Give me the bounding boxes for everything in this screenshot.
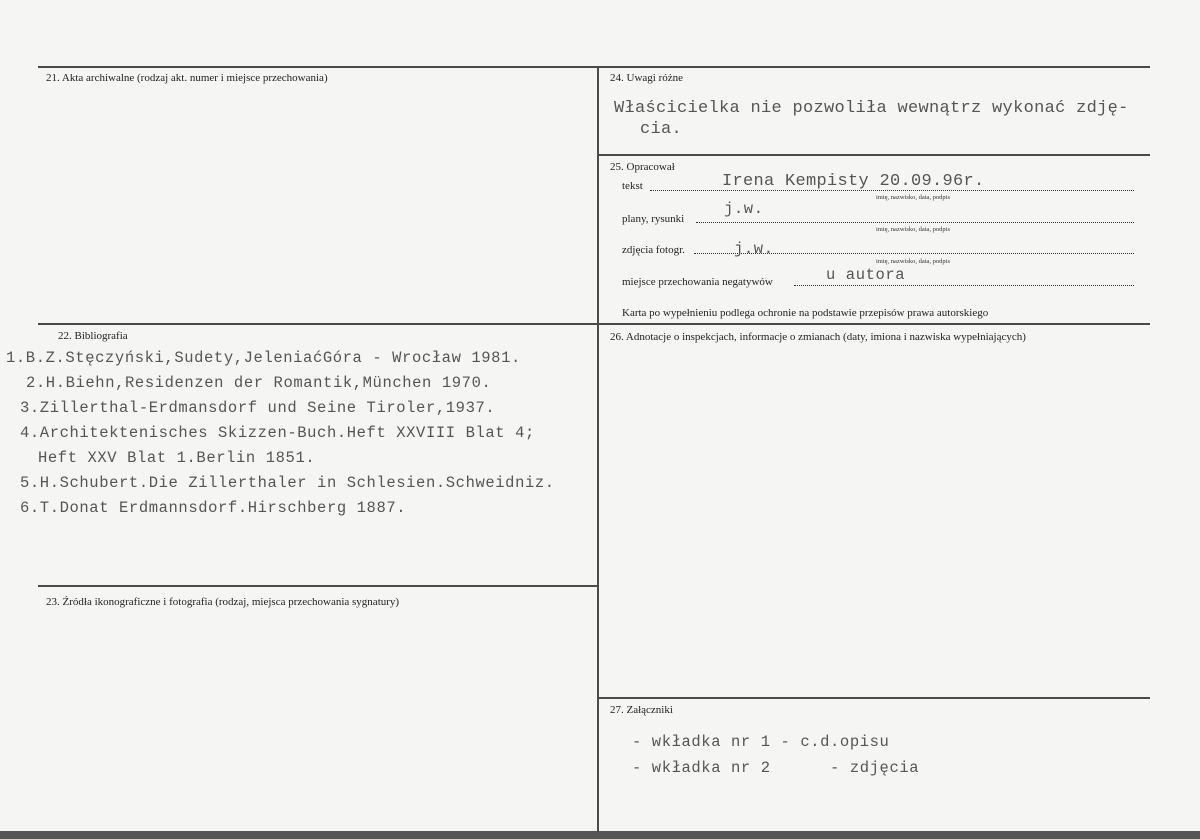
bibliography-entry: 6.T.Donat Erdmannsdorf.Hirschberg 1887. [20,499,407,517]
negatywy-dotted-line [794,285,1134,286]
left-lower-rule [38,585,598,587]
remarks-text-line-2: cia. [640,120,683,139]
section-22-label: 22. Bibliografia [58,330,128,342]
section-27-label: 27. Załączniki [610,704,673,716]
right-rule-25 [598,323,1150,325]
zdjecia-label: zdjęcia fotogr. [622,244,685,256]
section-21-label: 21. Akta archiwalne (rodzaj akt. numer i miejsce przechowania) [46,72,328,84]
tekst-label: tekst [622,180,643,192]
right-rule-24 [598,154,1150,156]
remarks-text-line-1: Właścicielka nie pozwoliła wewnątrz wykonać zdję- [614,99,1129,118]
attachment-item: - wkładka nr 2 - zdjęcia [632,759,920,777]
plany-value: j.w. [724,200,764,218]
plany-label: plany, rysunki [622,213,685,225]
zdjecia-value: j.w. [734,240,774,258]
bibliography-entry: Heft XXV Blat 1.Berlin 1851. [38,449,316,467]
zdjecia-caption: imię, nazwisko, data, podpis [876,258,951,265]
bibliography-entry: 2.H.Biehn,Residenzen der Romantik,München 1970. [26,374,492,392]
section-26-label: 26. Adnotacje o inspekcjach, informacje o zmianach (daty, imiona i nazwiska wypełniających) [610,331,1026,343]
copyright-note: Karta po wypełnieniu podlega ochronie na podstawie przepisów prawa autorskiego [622,307,989,319]
center-divider [597,66,599,838]
negatywy-label: miejsce przechowania negatywów [622,276,773,288]
right-rule-26 [598,697,1150,699]
left-mid-rule [38,323,598,325]
attachment-item: - wkładka nr 1 - c.d.opisu [632,733,890,751]
section-23-label: 23. Źródła ikonograficzne i fotografia (rodzaj, miejsca przechowania sygnatury) [46,596,400,608]
bibliography-entry: 1.B.Z.Stęczyński,Sudety,JeleniaćGóra - Wrocław 1981. [6,349,521,367]
section-24-label: 24. Uwagi różne [610,72,684,84]
bibliography-entry: 4.Architektenisches Skizzen-Buch.Heft XXVIII Blat 4; [20,424,535,442]
tekst-value: Irena Kempisty 20.09.96r. [722,172,985,191]
tekst-caption: imię, nazwisko, data, podpis [876,194,951,201]
card-bottom-edge [0,831,1200,839]
bibliography-entry: 5.H.Schubert.Die Zillerthaler in Schlesien.Schweidniz. [20,474,555,492]
top-rule [38,66,1150,68]
negatywy-value: u autora [826,266,906,284]
bibliography-entry: 3.Zillerthal-Erdmansdorf und Seine Tiroler,1937. [20,399,496,417]
plany-caption: imię, nazwisko, data, podpis [876,226,951,233]
section-25-label: 25. Opracował [610,161,675,173]
plany-dotted-line [696,222,1134,223]
